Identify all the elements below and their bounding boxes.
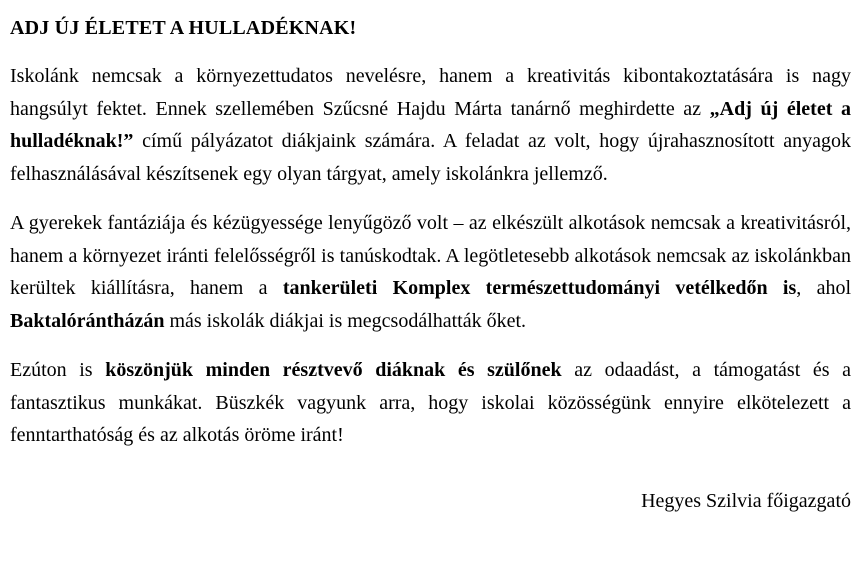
text-run: , ahol — [796, 277, 851, 299]
text-run: Iskolánk nemcsak a környezettudatos nevelésre, hanem a kreativitás kibontakoztatására is nagy hangsúlyt fektet. Ennek szellemében Szűcsné Hajdu Márta tanárnő meghirdette az — [10, 65, 851, 120]
text-run: A gyerekek fantáziája és kézügyessége lenyűgöző volt – az elkészült alkotások nemcsak a kreativitásról, hanem a környezet iránti felelősségről is tanúskodtak. A legötletesebb alkotások nemcsak az iskolánkban kerültek kiállításra, hanem a — [10, 212, 851, 299]
text-run: című pályázatot diákjaink számára. A feladat az volt, hogy újrahasznosított anyagok felhasználásával készítsenek egy olyan tárgyat, amely iskolánkra jellemző. — [10, 130, 851, 185]
text-run: Ezúton is — [10, 359, 106, 381]
paragraph-intro — [10, 60, 851, 190]
paragraph-thanks — [10, 354, 851, 452]
bold-text-run: köszönjük minden résztvevő diáknak és szülőnek — [105, 359, 562, 381]
bold-text-run: „Adj új életet a hulladéknak!” — [10, 97, 851, 152]
text-run: az odaadást, a támogatást és a fantasztikus munkákat. Büszkék vagyunk arra, hogy iskolai közösségünk ennyire elkötelezett a fenntarthatóság és az alkotás öröme iránt! — [10, 359, 851, 446]
signature: Hegyes Szilvia főigazgató — [641, 489, 851, 512]
paragraph-exhibition — [10, 207, 851, 337]
bold-text-run: tankerületi Komplex természettudományi vetélkedőn is — [282, 277, 797, 299]
document-title: ADJ ÚJ ÉLETET A HULLADÉKNAK! — [10, 17, 357, 39]
bold-text-run: Baktalórántházán — [10, 309, 165, 332]
text-run: más iskolák diákjai is megcsodálhatták őket. — [164, 309, 527, 332]
